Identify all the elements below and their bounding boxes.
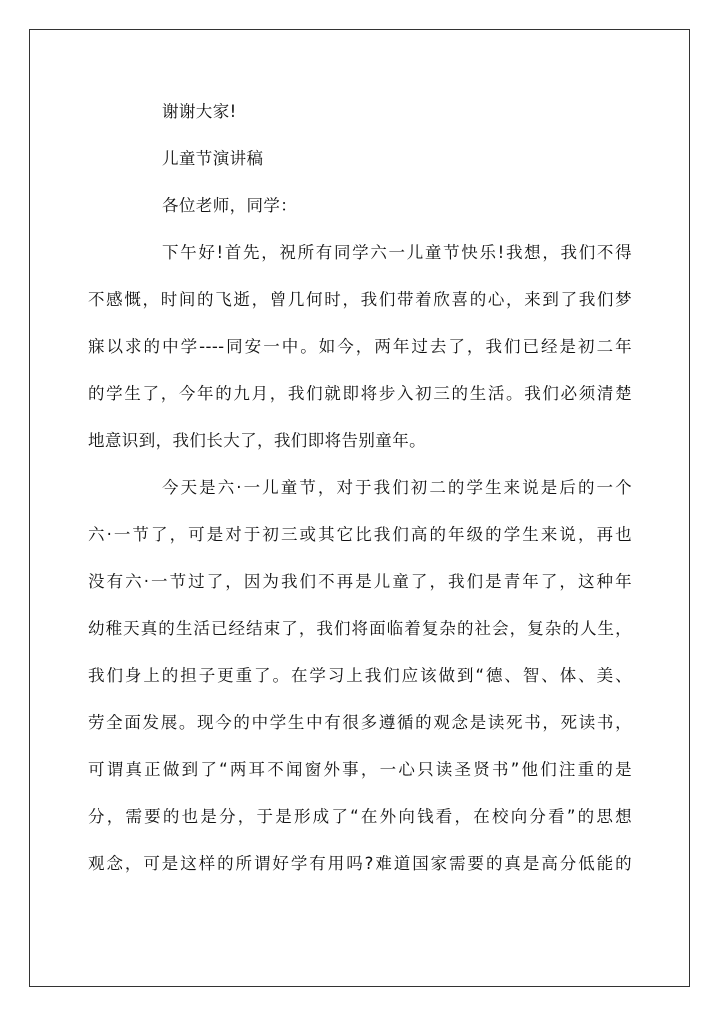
paragraph-1-line-4: 的学生了，今年的九月，我们就即将步入初三的生活。我们必须清楚 (88, 384, 632, 403)
paragraph-1-line-5: 地意识到，我们长大了，我们即将告别童年。 (88, 431, 426, 450)
paragraph-2-line-3: 没有六·一节过了，因为我们不再是儿童了，我们是青年了，这种年 (88, 572, 632, 591)
paragraph-1-line-1: 下午好!首先，祝所有同学六一儿童节快乐!我想，我们不得 (162, 243, 632, 262)
paragraph-2-line-6: 劳全面发展。现今的中学生中有很多遵循的观念是读死书，死读书， (88, 713, 632, 732)
speech-title: 儿童节演讲稿 (162, 149, 264, 168)
page-border (29, 29, 690, 987)
paragraph-2-line-5: 我们身上的担子更重了。在学习上我们应该做到“德、智、体、美、 (88, 666, 632, 685)
paragraph-2-line-8: 分，需要的也是分，于是形成了“在外向钱看，在校向分看”的思想 (88, 807, 632, 826)
paragraph-1-line-3: 寐以求的中学----同安一中。如今，两年过去了，我们已经是初二年 (88, 337, 632, 356)
paragraph-2-line-4: 幼稚天真的生活已经结束了，我们将面临着复杂的社会，复杂的人生， (88, 619, 632, 638)
closing-line: 谢谢大家! (162, 102, 237, 121)
paragraph-1-line-2: 不感慨，时间的飞逝，曾几何时，我们带着欣喜的心，来到了我们梦 (88, 290, 632, 309)
salutation: 各位老师，同学： (162, 196, 298, 215)
paragraph-2-line-7: 可谓真正做到了“两耳不闻窗外事，一心只读圣贤书”他们注重的是 (88, 760, 632, 779)
paragraph-2-line-9: 观念，可是这样的所谓好学有用吗?难道国家需要的真是高分低能的 (88, 854, 632, 873)
paragraph-2-line-2: 六·一节了，可是对于初三或其它比我们高的年级的学生来说，再也 (88, 525, 632, 544)
paragraph-2-line-1: 今天是六·一儿童节，对于我们初二的学生来说是后的一个 (162, 478, 632, 497)
